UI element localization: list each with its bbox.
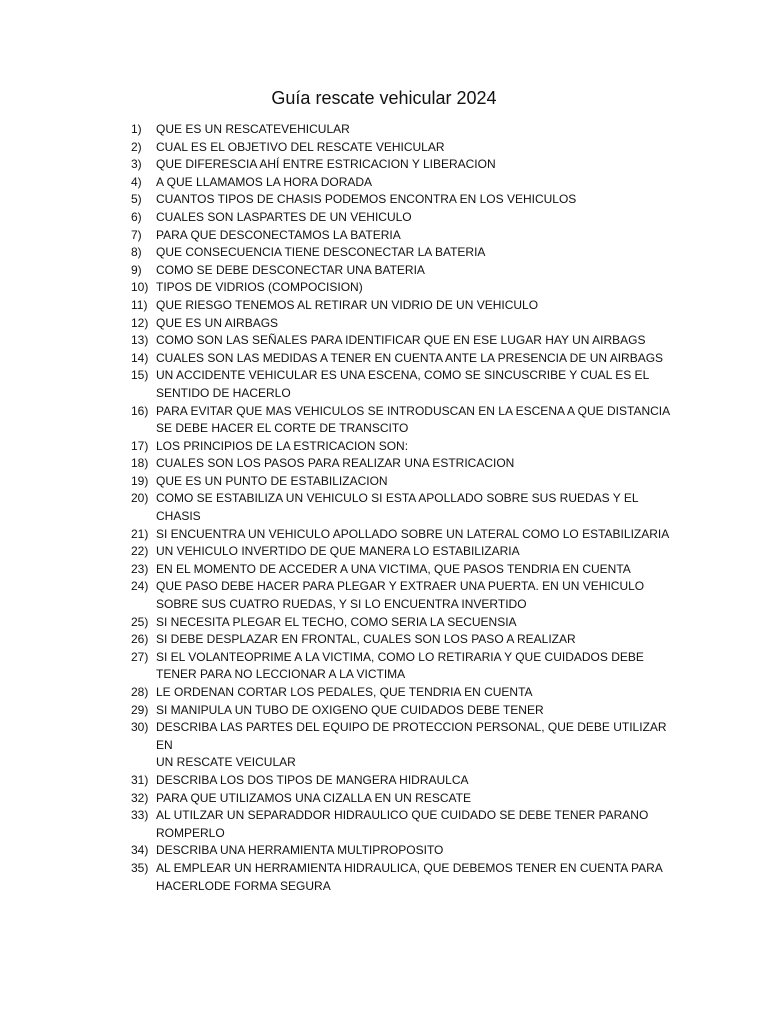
list-item — [131, 473, 671, 491]
question-number: 13) — [131, 333, 149, 348]
question-number: 4) — [131, 174, 142, 189]
question-number: 6) — [131, 209, 142, 224]
question-number: 23) — [131, 561, 149, 576]
question-number: 21) — [131, 526, 149, 541]
list-item — [131, 631, 671, 649]
question-number: 15) — [131, 368, 149, 383]
question-text: CUALES SON LAS MEDIDAS A TENER EN CUENTA ANTE LA PRESENCIA DE UN AIRBAGS — [156, 350, 664, 365]
question-text: QUE DIFERESCIA AHÍ ENTRE ESTRICACION Y LIBERACION — [156, 157, 496, 172]
question-text: PARA EVITAR QUE MAS VEHICULOS SE INTRODUSCAN EN LA ESCENA A QUE DISTANCIA SE DEBE HACER EL CORTE DE TRANSCITO — [156, 403, 671, 436]
list-item — [131, 490, 671, 525]
question-text: SI MANIPULA UN TUBO DE OXIGENO QUE CUIDADOS DEBE TENER — [156, 702, 544, 717]
question-number: 14) — [131, 350, 149, 365]
list-item — [131, 279, 671, 297]
list-item — [131, 350, 671, 368]
list-item — [131, 315, 671, 333]
question-text: QUE PASO DEBE HACER PARA PLEGAR Y EXTRAER UNA PUERTA. EN UN VEHICULO SOBRE SUS CUATRO RUEDAS, Y SI LO ENCUENTRA INVERTIDO — [156, 579, 645, 612]
question-text: AL UTILZAR UN SEPARADDOR HIDRAULICO QUE CUIDADO SE DEBE TENER PARANO ROMPERLO — [156, 808, 649, 840]
question-number: 29) — [131, 702, 149, 717]
list-item — [131, 842, 671, 860]
question-number: 9) — [131, 262, 142, 277]
question-text: LOS PRINCIPIOS DE LA ESTRICACION SON: — [156, 438, 409, 453]
question-text: COMO SON LAS SEÑALES PARA IDENTIFICAR QUE EN ESE LUGAR HAY UN AIRBAGS — [156, 333, 646, 348]
list-item — [131, 262, 671, 280]
question-text: QUE ES UN AIRBAGS — [156, 315, 279, 330]
question-number: 17) — [131, 438, 149, 453]
question-text: CUALES SON LASPARTES DE UN VEHICULO — [156, 209, 412, 224]
question-text: CUAL ES EL OBJETIVO DEL RESCATE VEHICULAR — [156, 139, 445, 154]
question-text: CUANTOS TIPOS DE CHASIS PODEMOS ENCONTRA EN LOS VEHICULOS — [156, 192, 577, 207]
question-number: 30) — [131, 720, 149, 735]
question-text: QUE ES UN RESCATEVEHICULAR — [156, 122, 350, 136]
question-number: 11) — [131, 297, 148, 312]
question-text: PARA QUE DESCONECTAMOS LA BATERIA — [156, 227, 401, 242]
question-text: UN ACCIDENTE VEHICULAR ES UNA ESCENA, COMO SE SINCUSCRIBE Y CUAL ES EL SENTIDO DE HACERLO — [156, 368, 650, 400]
question-number: 16) — [131, 403, 149, 418]
question-text: PARA QUE UTILIZAMOS UNA CIZALLA EN UN RESCATE — [156, 790, 471, 805]
question-number: 24) — [131, 579, 149, 594]
question-number: 26) — [131, 632, 149, 647]
list-item — [131, 156, 671, 174]
question-number: 10) — [131, 280, 149, 295]
list-item — [131, 174, 671, 192]
question-text: LE ORDENAN CORTAR LOS PEDALES, QUE TENDRIA EN CUENTA — [156, 685, 533, 699]
list-item — [131, 121, 671, 139]
question-number: 25) — [131, 614, 149, 629]
question-number: 1) — [131, 122, 142, 136]
question-text: SI EL VOLANTEOPRIME A LA VICTIMA, COMO LO RETIRARIA Y QUE CUIDADOS DEBE TENER PARA NO LECCIONAR A LA VICTIMA — [156, 649, 644, 682]
list-item — [131, 191, 671, 209]
question-text: SI ENCUENTRA UN VEHICULO APOLLADO SOBRE UN LATERAL COMO LO ESTABILIZARIA — [156, 526, 670, 541]
question-text: UN VEHICULO INVERTIDO DE QUE MANERA LO ESTABILIZARIA — [156, 544, 520, 559]
question-text: CUALES SON LOS PASOS PARA REALIZAR UNA ESTRICACION — [156, 456, 515, 471]
list-item — [131, 614, 671, 632]
question-text: COMO SE DEBE DESCONECTAR UNA BATERIA — [156, 262, 425, 277]
list-item — [131, 455, 671, 473]
list-item — [131, 403, 671, 438]
document-title: Guía rescate vehicular 2024 — [271, 88, 497, 108]
list-item — [131, 790, 671, 808]
question-number: 19) — [131, 473, 149, 488]
question-text: QUE RIESGO TENEMOS AL RETIRAR UN VIDRIO DE UN VEHICULO — [156, 297, 539, 312]
question-number: 18) — [131, 456, 149, 471]
question-text: AL EMPLEAR UN HERRAMIENTA HIDRAULICA, QUE DEBEMOS TENER EN CUENTA PARA HACERLODE FORMA SEGURA — [156, 860, 663, 893]
list-item — [131, 227, 671, 245]
list-item — [131, 543, 671, 561]
question-list — [131, 121, 671, 895]
list-item — [131, 772, 671, 790]
question-number: 8) — [131, 245, 142, 260]
question-number: 5) — [131, 192, 142, 207]
list-item — [131, 702, 671, 720]
list-item — [131, 526, 671, 544]
question-text: COMO SE ESTABILIZA UN VEHICULO SI ESTA APOLLADO SOBRE SUS RUEDAS Y EL CHASIS — [156, 491, 639, 524]
list-item — [131, 438, 671, 456]
question-text: A QUE LLAMAMOS LA HORA DORADA — [156, 174, 373, 189]
list-item — [131, 561, 671, 579]
question-number: 32) — [131, 790, 149, 805]
question-number: 27) — [131, 649, 149, 664]
question-text: TIPOS DE VIDRIOS (COMPOCISION) — [156, 280, 363, 295]
question-number: 3) — [131, 157, 142, 172]
list-item — [131, 244, 671, 262]
question-text: EN EL MOMENTO DE ACCEDER A UNA VICTIMA, QUE PASOS TENDRIA EN CUENTA — [156, 561, 631, 576]
question-number: 35) — [131, 860, 149, 875]
question-number: 20) — [131, 491, 149, 506]
list-item — [131, 807, 671, 842]
question-number: 22) — [131, 544, 149, 559]
list-item — [131, 719, 671, 772]
list-item — [131, 209, 671, 227]
list-item — [131, 684, 671, 702]
list-item — [131, 297, 671, 315]
question-text: SI NECESITA PLEGAR EL TECHO, COMO SERIA LA SECUENSIA — [156, 614, 517, 629]
question-text: QUE CONSECUENCIA TIENE DESCONECTAR LA BATERIA — [156, 245, 486, 260]
question-number: 34) — [131, 843, 149, 858]
question-text: DESCRIBA LOS DOS TIPOS DE MANGERA HIDRAULCA — [156, 772, 469, 787]
list-item — [131, 367, 671, 402]
question-number: 2) — [131, 139, 142, 154]
question-number: 12) — [131, 315, 149, 330]
list-item — [131, 649, 671, 684]
question-text: QUE ES UN PUNTO DE ESTABILIZACION — [156, 473, 388, 488]
list-item — [131, 139, 671, 157]
list-item — [131, 332, 671, 350]
question-text: DESCRIBA LAS PARTES DEL EQUIPO DE PROTECCION PERSONAL, QUE DEBE UTILIZAR EN UN RESCATE VEICULAR — [156, 720, 667, 770]
question-number: 31) — [131, 772, 149, 787]
question-number: 7) — [131, 227, 142, 242]
question-number: 28) — [131, 685, 149, 699]
question-text: DESCRIBA UNA HERRAMIENTA MULTIPROPOSITO — [156, 843, 444, 858]
list-item — [131, 860, 671, 895]
question-number: 33) — [131, 808, 149, 823]
list-item — [131, 578, 671, 613]
question-text: SI DEBE DESPLAZAR EN FRONTAL, CUALES SON LOS PASO A REALIZAR — [156, 632, 576, 647]
